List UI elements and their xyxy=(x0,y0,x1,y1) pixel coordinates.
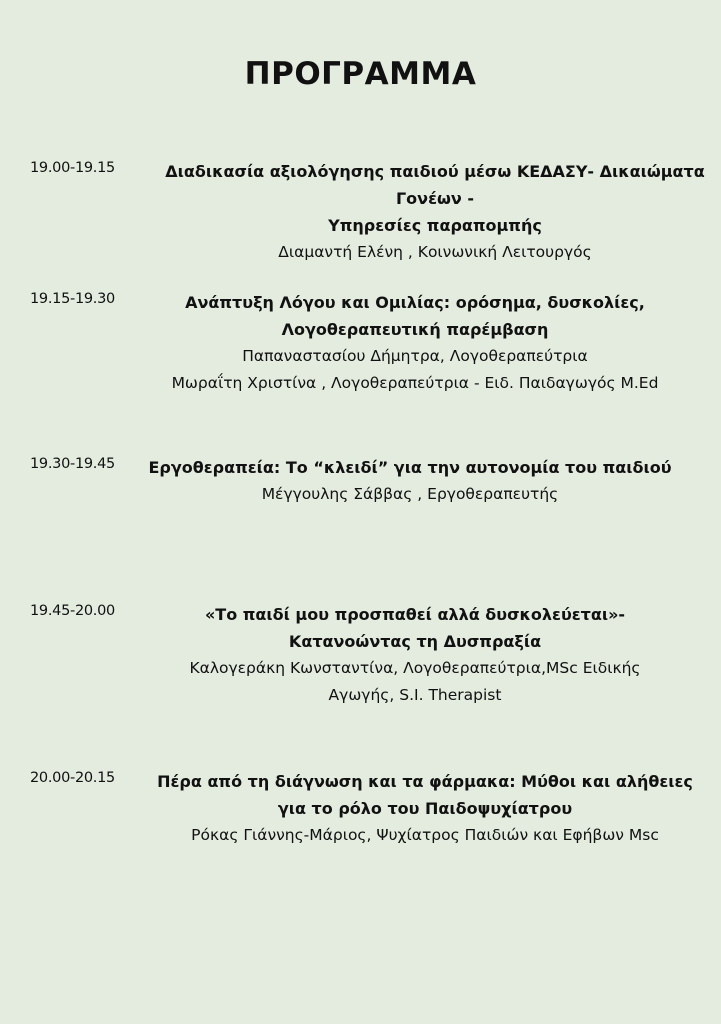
slot-content xyxy=(130,289,700,397)
session-title-line: Κατανοώντας τη Δυσπραξία xyxy=(288,632,542,651)
slot-time: 19.00-19.15 xyxy=(30,160,115,176)
session-title-line: Πέρα από τη διάγνωση και τα φάρμακα: Μύθοι και αλήθειες xyxy=(157,772,693,791)
slot-content xyxy=(140,768,710,849)
slot-time: 20.00-20.15 xyxy=(30,770,115,786)
speaker-line: Καλογεράκη Κωνσταντίνα, Λογοθεραπεύτρια,MSc Ειδικής xyxy=(189,659,641,677)
session-title-line: «Το παιδί μου προσπαθεί αλλά δυσκολεύεται»- xyxy=(204,605,626,624)
speaker-line: Μέγγουλης Σάββας , Εργοθεραπευτής xyxy=(261,485,559,503)
slot-time: 19.15-19.30 xyxy=(30,291,115,307)
session-title-line: Διαδικασία αξιολόγησης παιδιού μέσω ΚΕΔΑΣΥ- Δικαιώματα xyxy=(165,162,705,181)
slot-content xyxy=(150,158,720,266)
slot-content xyxy=(130,601,700,709)
session-title-line: Εργοθεραπεία: Το “κλειδί” για την αυτονομία του παιδιού xyxy=(148,458,672,477)
session-title-line: Ανάπτυξη Λόγου και Ομιλίας: ορόσημα, δυσκολίες, xyxy=(185,293,645,312)
session-title-line: Λογοθεραπευτική παρέμβαση xyxy=(281,320,549,339)
slot-time: 19.30-19.45 xyxy=(30,456,115,472)
slot-time: 19.45-20.00 xyxy=(30,603,115,619)
speaker-line: Αγωγής, S.I. Therapist xyxy=(328,686,502,704)
speaker-line: Μωραΐτη Χριστίνα , Λογοθεραπεύτρια - Ειδ. Παιδαγωγός M.Ed xyxy=(171,374,659,392)
page-title: ΠΡΟΓΡΑΜΜΑ xyxy=(244,56,477,92)
session-title-line: για το ρόλο του Παιδοψυχίατρου xyxy=(277,799,573,818)
session-title-line: Υπηρεσίες παραπομπής xyxy=(328,216,542,235)
slot-content xyxy=(130,454,690,508)
speaker-line: Ρόκας Γιάννης-Μάριος, Ψυχίατρος Παιδιών και Εφήβων Msc xyxy=(191,826,659,844)
session-title-line: Γονέων - xyxy=(395,189,474,208)
speaker-line: Διαμαντή Ελένη , Κοινωνική Λειτουργός xyxy=(278,243,592,261)
speaker-line: Παπαναστασίου Δήμητρα, Λογοθεραπεύτρια xyxy=(242,347,588,365)
